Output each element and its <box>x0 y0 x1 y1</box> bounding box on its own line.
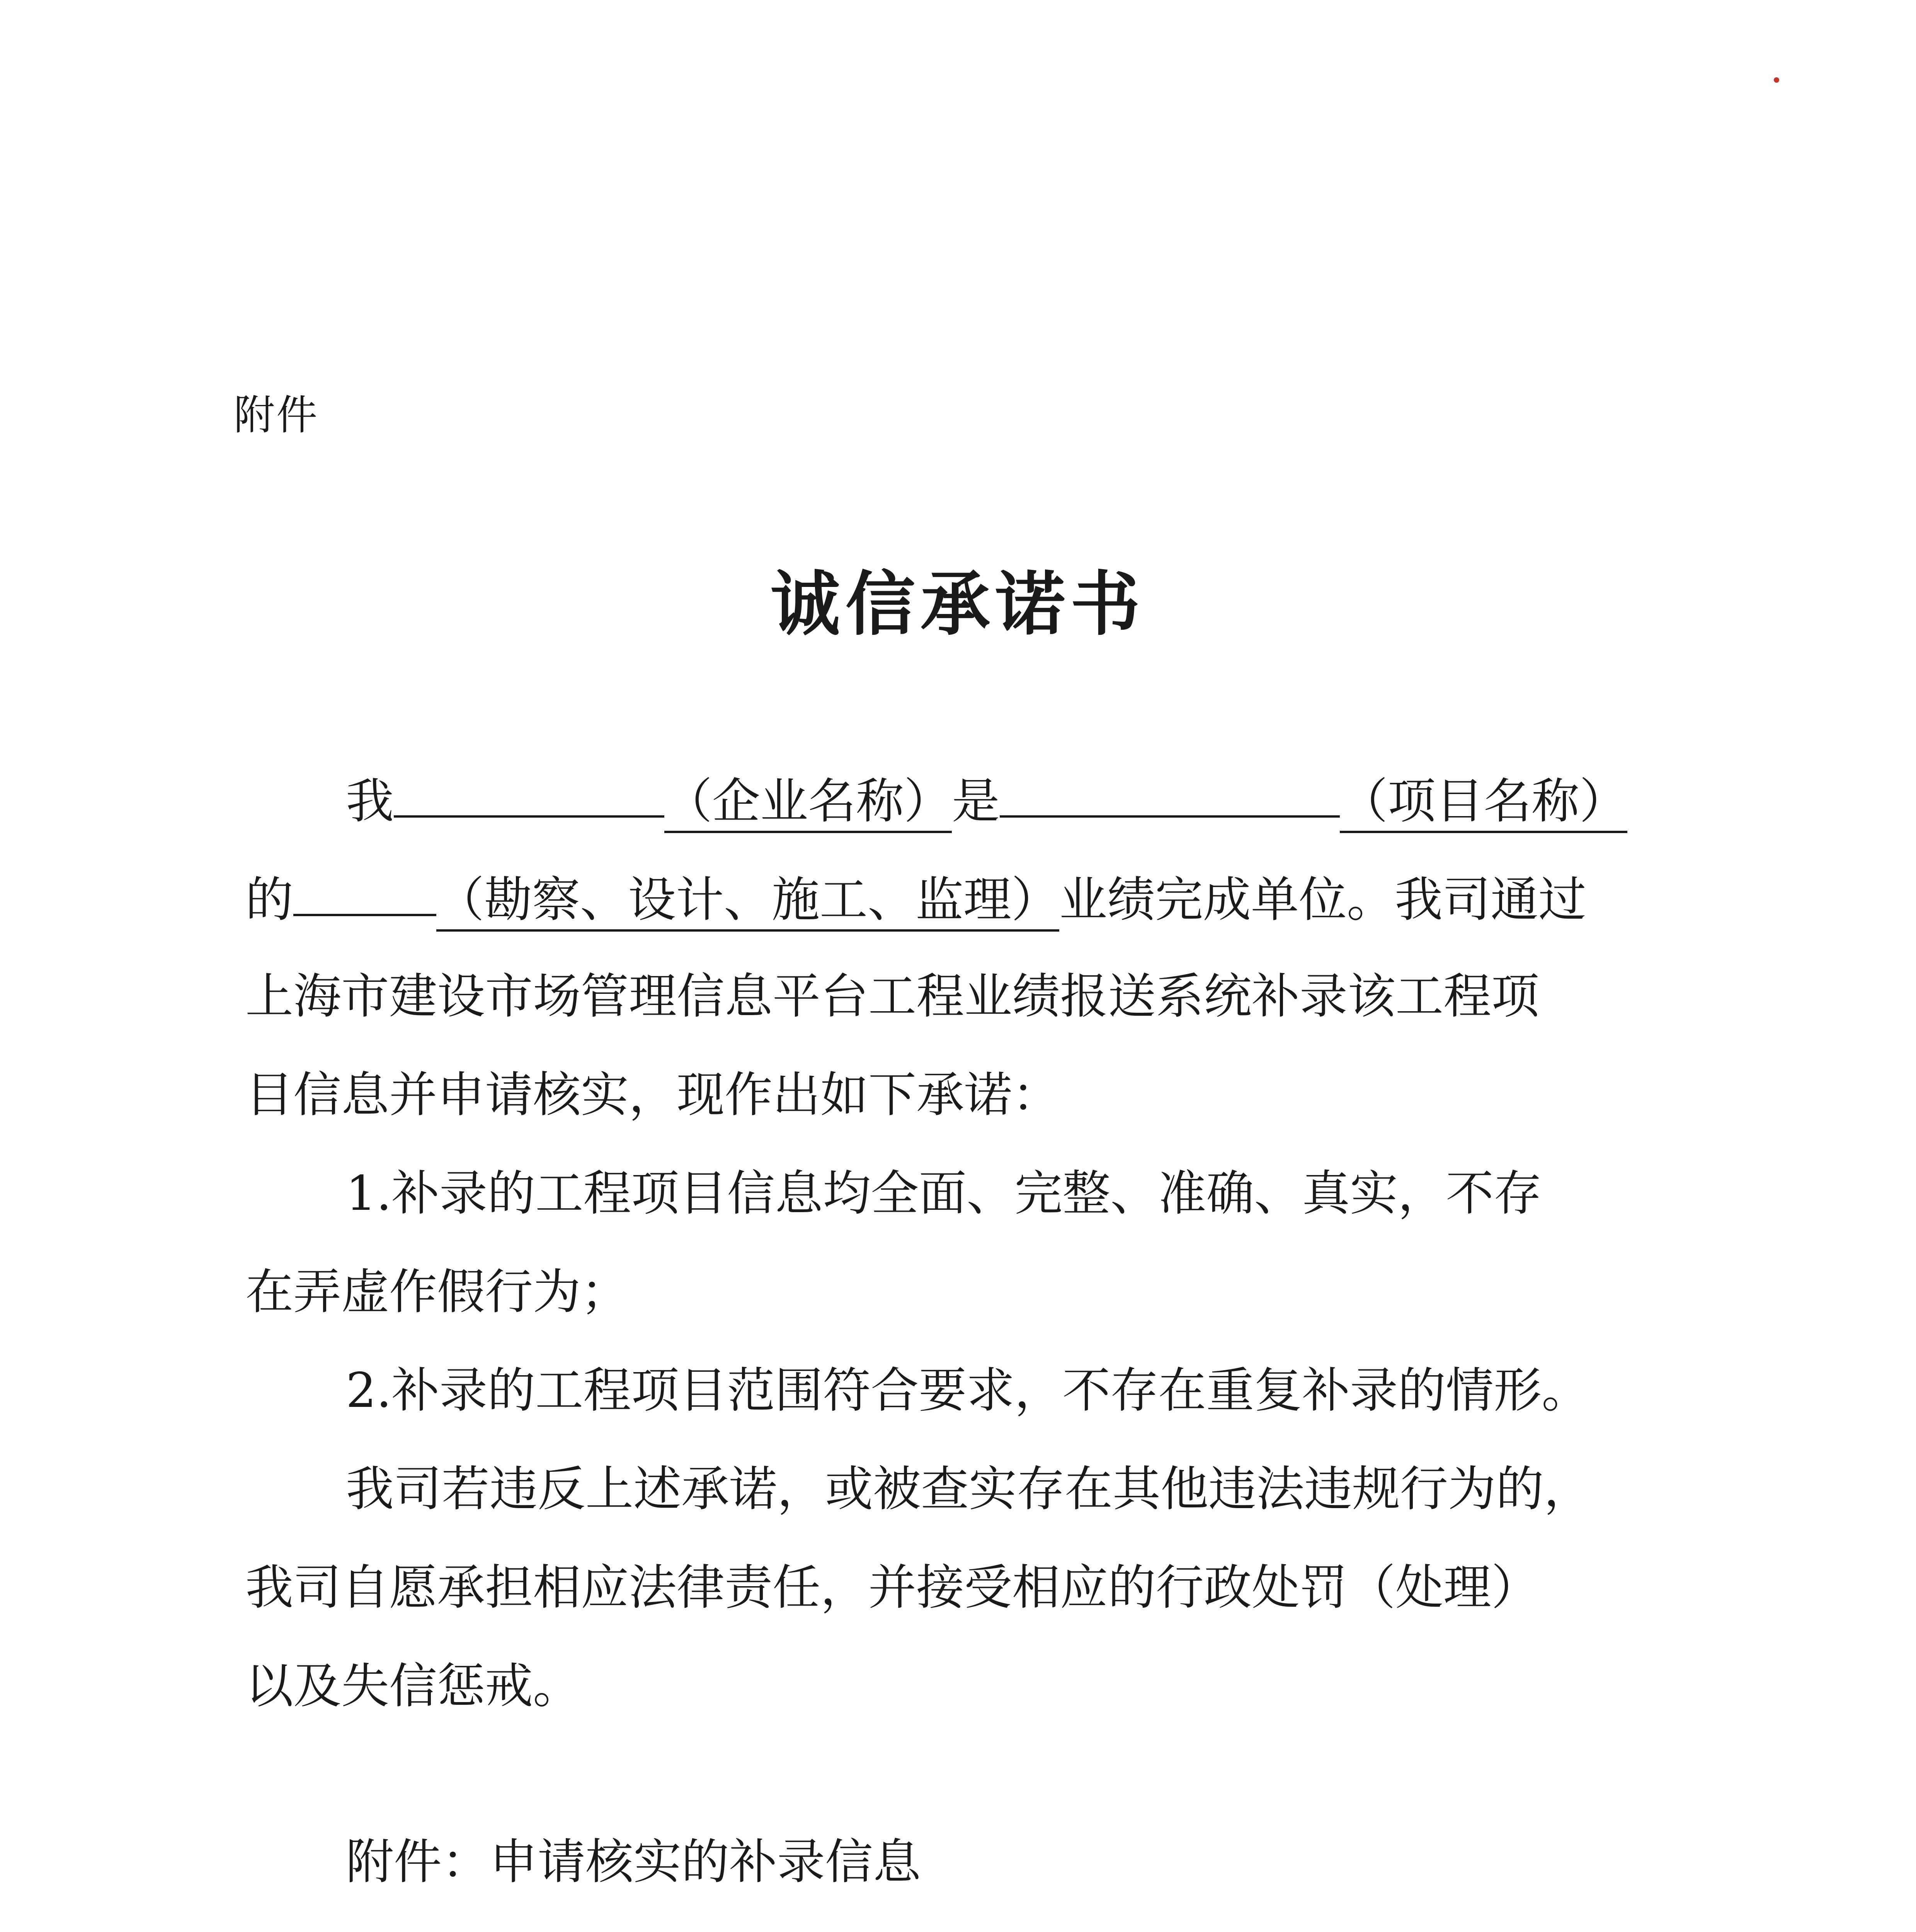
scan-speck <box>1774 77 1779 83</box>
project-name-blank <box>1000 773 1340 818</box>
line1-is: 是 <box>952 774 1000 829</box>
line2-rest: 业绩完成单位。我司通过 <box>1059 872 1587 928</box>
commitment-line-1 <box>346 773 1627 830</box>
consequence-line-1: 我司若违反上述承诺，或被查实存在其他违法违规行为的， <box>346 1461 1592 1517</box>
document-title: 诚信承诺书 <box>770 563 1145 645</box>
company-name-blank <box>394 773 664 818</box>
promise-item-1-line-1: 1.补录的工程项目信息均全面、完整、准确、真实，不存 <box>346 1166 1542 1221</box>
consequence-line-3: 以及失信惩戒。 <box>245 1658 581 1714</box>
company-name-placeholder: （企业名称） <box>664 774 952 833</box>
project-name-placeholder: （项目名称） <box>1340 774 1627 833</box>
commitment-line-2 <box>245 871 1586 929</box>
role-blank <box>293 871 436 916</box>
attachment-label: 附件 <box>234 391 319 439</box>
commitment-line-3: 上海市建设市场管理信息平台工程业绩报送系统补录该工程项 <box>245 969 1540 1024</box>
consequence-line-2: 我司自愿承担相应法律责任，并接受相应的行政处罚（处理） <box>245 1560 1540 1616</box>
commitment-line-4: 目信息并申请核实，现作出如下承诺： <box>245 1067 1060 1123</box>
role-placeholder: （勘察、设计、施工、监理） <box>436 872 1059 932</box>
promise-item-1-line-2: 在弄虚作假行为； <box>245 1264 629 1320</box>
attachment-note: 附件：申请核实的补录信息 <box>346 1834 921 1890</box>
line1-start: 我 <box>346 774 394 829</box>
promise-item-2: 2.补录的工程项目范围符合要求，不存在重复补录的情形。 <box>346 1363 1590 1418</box>
line2-of: 的 <box>245 872 294 928</box>
